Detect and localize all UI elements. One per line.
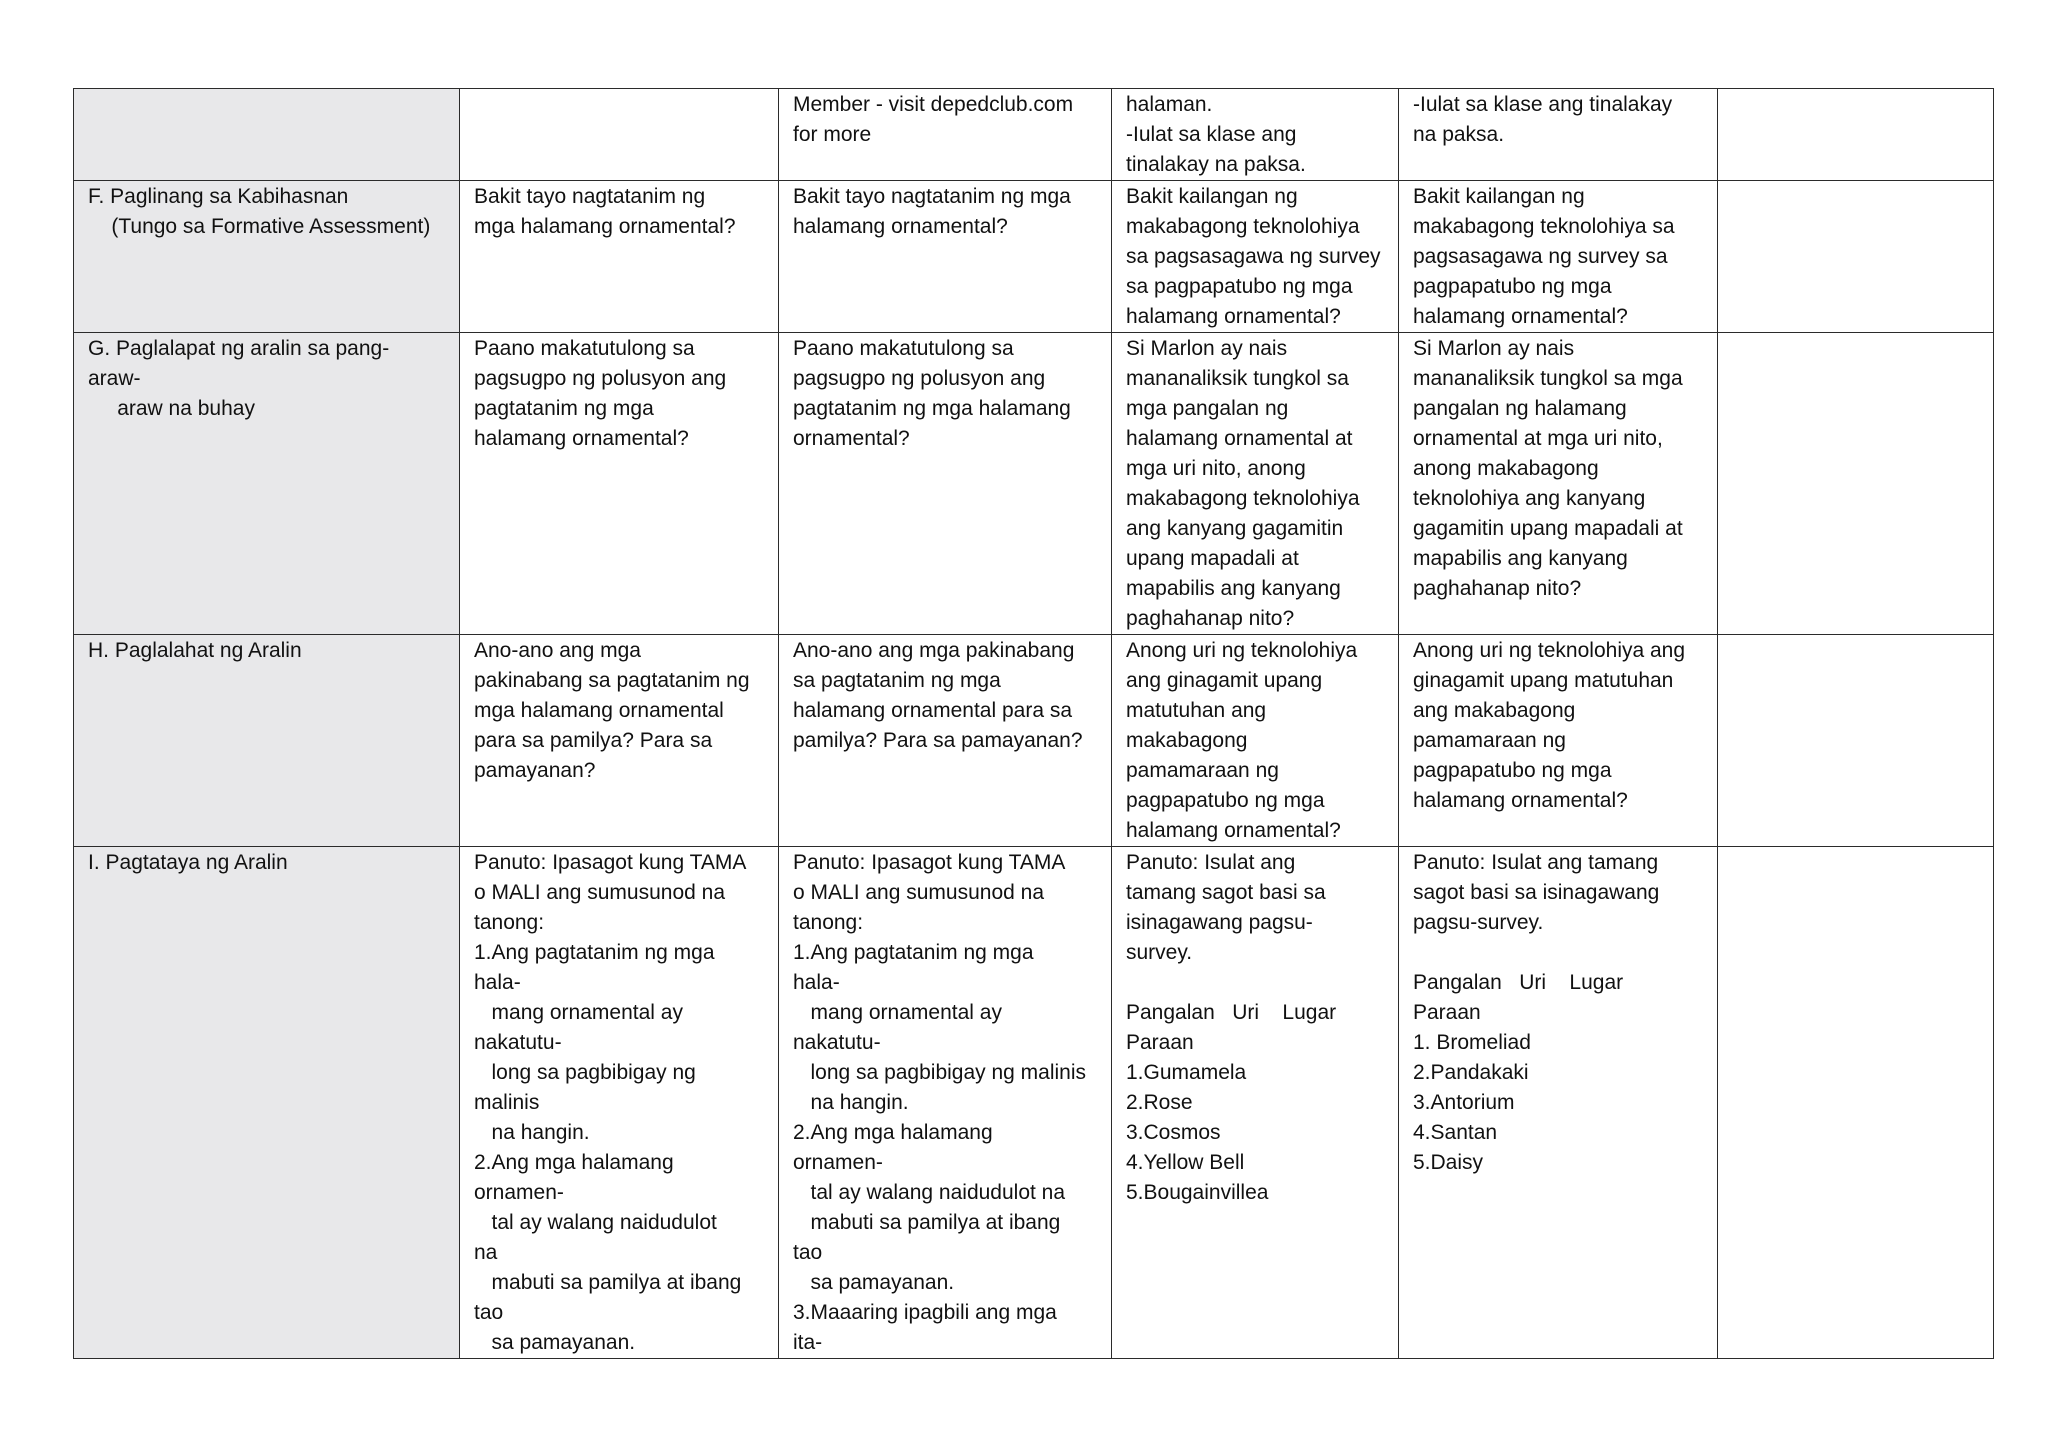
row-label-cell — [74, 89, 460, 181]
table-cell: Panuto: Ipasagot kung TAMA o MALI ang sumusunod na tanong: 1.Ang pagtatanim ng mga hala- mang ornamental ay nakatutu- long sa pagbibigay ng malinis na hangin. 2.Ang mga halamang ornamen- tal ay walang naidudulot na mabuti sa pamilya at ibang tao sa pamayanan. — [460, 847, 779, 1359]
row-label-cell: H. Paglalahat ng Aralin — [74, 635, 460, 847]
row-label-cell: I. Pagtataya ng Aralin — [74, 847, 460, 1359]
table-cell: Ano-ano ang mga pakinabang sa pagtatanim ng mga halamang ornamental para sa pamilya? Para sa pamayanan? — [779, 635, 1112, 847]
table-cell — [1718, 333, 1994, 635]
table-cell: Panuto: Ipasagot kung TAMA o MALI ang sumusunod na tanong: 1.Ang pagtatanim ng mga hala- mang ornamental ay nakatutu- long sa pagbibigay ng malinis na hangin. 2.Ang mga halamang ornamen- tal ay walang naidudulot na mabuti sa pamilya at ibang tao sa pamayanan. 3.Maaaring ipagbili ang mga ita- — [779, 847, 1112, 1359]
table-cell: Ano-ano ang mga pakinabang sa pagtatanim ng mga halamang ornamental para sa pamilya? Para sa pamayanan? — [460, 635, 779, 847]
table-cell: Panuto: Isulat ang tamang sagot basi sa isinagawang pagsu- survey. Pangalan Uri Lugar Paraan 1.Gumamela 2.Rose 3.Cosmos 4.Yellow Bell 5.Bougainvillea — [1112, 847, 1399, 1359]
table-row — [74, 333, 1994, 635]
table-cell — [1718, 181, 1994, 333]
table-row — [74, 181, 1994, 333]
table-cell — [1718, 635, 1994, 847]
table-cell: Bakit tayo nagtatanim ng mga halamang ornamental? — [779, 181, 1112, 333]
table-cell: Paano makatutulong sa pagsugpo ng polusyon ang pagtatanim ng mga halamang ornamental? — [779, 333, 1112, 635]
table-cell: Si Marlon ay nais mananaliksik tungkol sa mga pangalan ng halamang ornamental at mga uri nito, anong makabagong teknolohiya ang kanyang gagamitin upang mapadali at mapabilis ang kanyang paghahanap nito? — [1399, 333, 1718, 635]
table-cell: halaman. -Iulat sa klase ang tinalakay na paksa. — [1112, 89, 1399, 181]
table-cell: Paano makatutulong sa pagsugpo ng polusyon ang pagtatanim ng mga halamang ornamental? — [460, 333, 779, 635]
table-row — [74, 635, 1994, 847]
lesson-plan-table — [73, 88, 1994, 1359]
table-cell: Anong uri ng teknolohiya ang ginagamit upang matutuhan ang makabagong pamamaraan ng pagpapatubo ng mga halamang ornamental? — [1399, 635, 1718, 847]
table-cell: Si Marlon ay nais mananaliksik tungkol sa mga pangalan ng halamang ornamental at mga uri nito, anong makabagong teknolohiya ang kanyang gagamitin upang mapadali at mapabilis ang kanyang paghahanap nito? — [1112, 333, 1399, 635]
table-cell — [460, 89, 779, 181]
table-cell: -Iulat sa klase ang tinalakay na paksa. — [1399, 89, 1718, 181]
table-cell: Member - visit depedclub.com for more — [779, 89, 1112, 181]
table-cell — [1718, 89, 1994, 181]
table-row — [74, 847, 1994, 1359]
table-cell: Bakit tayo nagtatanim ng mga halamang ornamental? — [460, 181, 779, 333]
table-cell — [1718, 847, 1994, 1359]
row-label-cell: G. Paglalapat ng aralin sa pang- araw- araw na buhay — [74, 333, 460, 635]
row-label-cell: F. Paglinang sa Kabihasnan (Tungo sa Formative Assessment) — [74, 181, 460, 333]
table-cell: Bakit kailangan ng makabagong teknolohiya sa pagsasagawa ng survey sa pagpapatubo ng mga halamang ornamental? — [1112, 181, 1399, 333]
table-row — [74, 89, 1994, 181]
table-cell: Bakit kailangan ng makabagong teknolohiya sa pagsasagawa ng survey sa pagpapatubo ng mga halamang ornamental? — [1399, 181, 1718, 333]
table-cell: Panuto: Isulat ang tamang sagot basi sa isinagawang pagsu-survey. Pangalan Uri Lugar Paraan 1. Bromeliad 2.Pandakaki 3.Antorium 4.Santan 5.Daisy — [1399, 847, 1718, 1359]
table-cell: Anong uri ng teknolohiya ang ginagamit upang matutuhan ang makabagong pamamaraan ng pagpapatubo ng mga halamang ornamental? — [1112, 635, 1399, 847]
